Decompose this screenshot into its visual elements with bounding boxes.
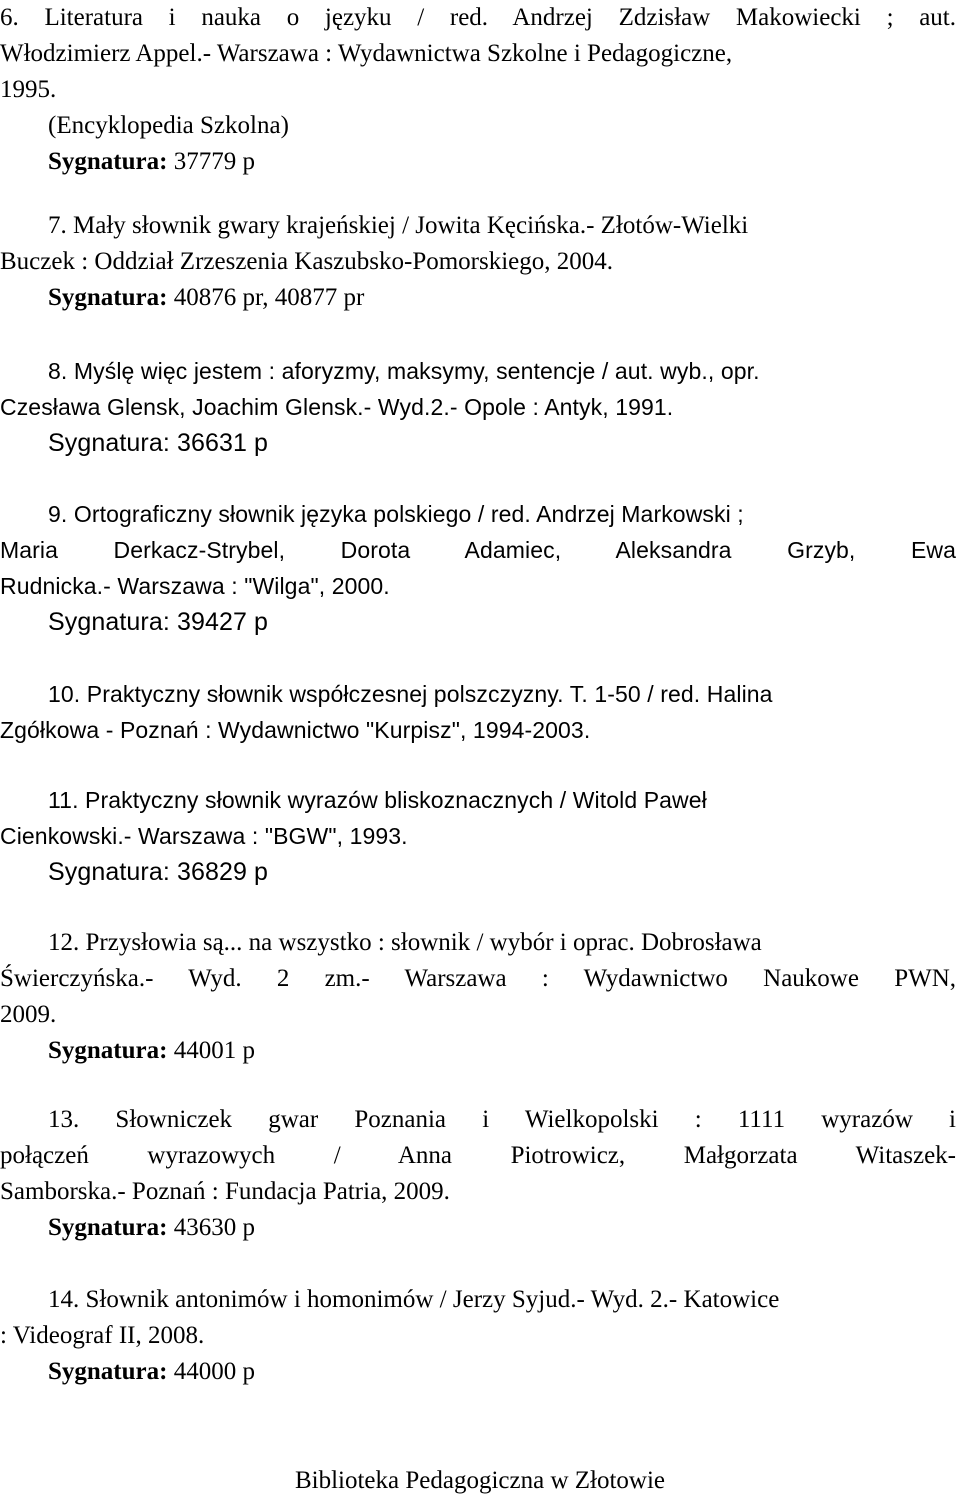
entry-line: 11. Praktyczny słownik wyrazów bliskoznacznych / Witold Paweł <box>48 787 707 813</box>
entry-line: Świerczyńska.- Wyd. 2 zm.- Warszawa : Wydawnictwo Naukowe PWN, <box>0 965 956 992</box>
bibliography-entry-11 <box>0 782 956 890</box>
bibliography-entry-8 <box>0 353 956 461</box>
entry-line: 8. Myślę więc jestem : aforyzmy, maksymy, sentencje / aut. wyb., opr. <box>48 358 760 384</box>
signature-value: 44000 p <box>167 1358 255 1385</box>
entry-line: połączeń wyrazowych / Anna Piotrowicz, Małgorzata Witaszek- <box>0 1142 956 1169</box>
signature-line <box>0 280 956 316</box>
entry-line: 13. Słowniczek gwar Poznania i Wielkopolski : 1111 wyrazów i <box>48 1106 956 1133</box>
entry-line: : Videograf II, 2008. <box>0 1322 205 1349</box>
signature-value: 40876 pr, 40877 pr <box>167 284 365 311</box>
signature-line <box>0 425 956 461</box>
signature-value: 44001 p <box>167 1037 255 1064</box>
bibliography-entry-9 <box>0 496 956 640</box>
signature-value: 39427 p <box>169 608 269 636</box>
entry-line: 12. Przysłowia są... na wszystko : słownik / wybór i oprac. Dobrosława <box>48 929 762 956</box>
signature-label: Sygnatura: <box>48 608 170 636</box>
entry-line: Włodzimierz Appel.- Warszawa : Wydawnictwa Szkolne i Pedagogiczne, <box>0 40 733 67</box>
signature-line <box>0 854 956 890</box>
bibliography-entry-14 <box>0 1282 956 1390</box>
signature-label: Sygnatura: <box>48 1214 168 1241</box>
entry-line: Samborska.- Poznań : Fundacja Patria, 2009. <box>0 1178 450 1205</box>
entry-line: 2009. <box>0 1001 57 1028</box>
entry-line: 1995. <box>0 76 57 103</box>
signature-value: 36631 p <box>169 429 269 457</box>
signature-label: Sygnatura: <box>48 429 170 457</box>
signature-value: 43630 p <box>167 1214 255 1241</box>
entry-line: 6. Literatura i nauka o języku / red. Andrzej Zdzisław Makowiecki ; aut. <box>0 4 956 31</box>
bibliography-entry-12 <box>0 925 956 1069</box>
signature-label: Sygnatura: <box>48 148 168 175</box>
signature-line <box>0 1210 956 1246</box>
signature-line <box>0 144 956 180</box>
signature-line <box>0 1354 956 1390</box>
bibliography-entry-10 <box>0 676 956 748</box>
entry-series: (Encyklopedia Szkolna) <box>48 112 289 139</box>
bibliography-entry-6 <box>0 0 956 180</box>
entry-line: Maria Derkacz-Strybel, Dorota Adamiec, Aleksandra Grzyb, Ewa <box>0 537 956 563</box>
signature-label: Sygnatura: <box>48 1037 168 1064</box>
entry-line: 10. Praktyczny słownik współczesnej polszczyzny. T. 1-50 / red. Halina <box>48 681 773 707</box>
signature-line <box>0 604 956 640</box>
entry-line: 9. Ortograficzny słownik języka polskiego / red. Andrzej Markowski ; <box>48 501 744 527</box>
signature-label: Sygnatura: <box>48 284 168 311</box>
entry-line: Cienkowski.- Warszawa : "BGW", 1993. <box>0 823 408 849</box>
entry-line: Buczek : Oddział Zrzeszenia Kaszubsko-Pomorskiego, 2004. <box>0 248 614 275</box>
page-footer: Biblioteka Pedagogiczna w Złotowie <box>294 1467 666 1494</box>
signature-value: 36829 p <box>169 858 269 886</box>
signature-line <box>0 1033 956 1069</box>
signature-label: Sygnatura: <box>48 1358 168 1385</box>
entry-line: 7. Mały słownik gwary krajeńskiej / Jowita Kęcińska.- Złotów-Wielki <box>48 212 749 239</box>
entry-line: Rudnicka.- Warszawa : "Wilga", 2000. <box>0 573 390 599</box>
entry-line: Zgółkowa - Poznań : Wydawnictwo "Kurpisz", 1994-2003. <box>0 717 591 743</box>
entry-line: Czesława Glensk, Joachim Glensk.- Wyd.2.- Opole : Antyk, 1991. <box>0 394 674 420</box>
signature-label: Sygnatura: <box>48 858 170 886</box>
bibliography-entry-7 <box>0 208 956 316</box>
bibliography-entry-13 <box>0 1102 956 1246</box>
signature-value: 37779 p <box>167 148 255 175</box>
entry-line: 14. Słownik antonimów i homonimów / Jerzy Syjud.- Wyd. 2.- Katowice <box>48 1286 780 1313</box>
